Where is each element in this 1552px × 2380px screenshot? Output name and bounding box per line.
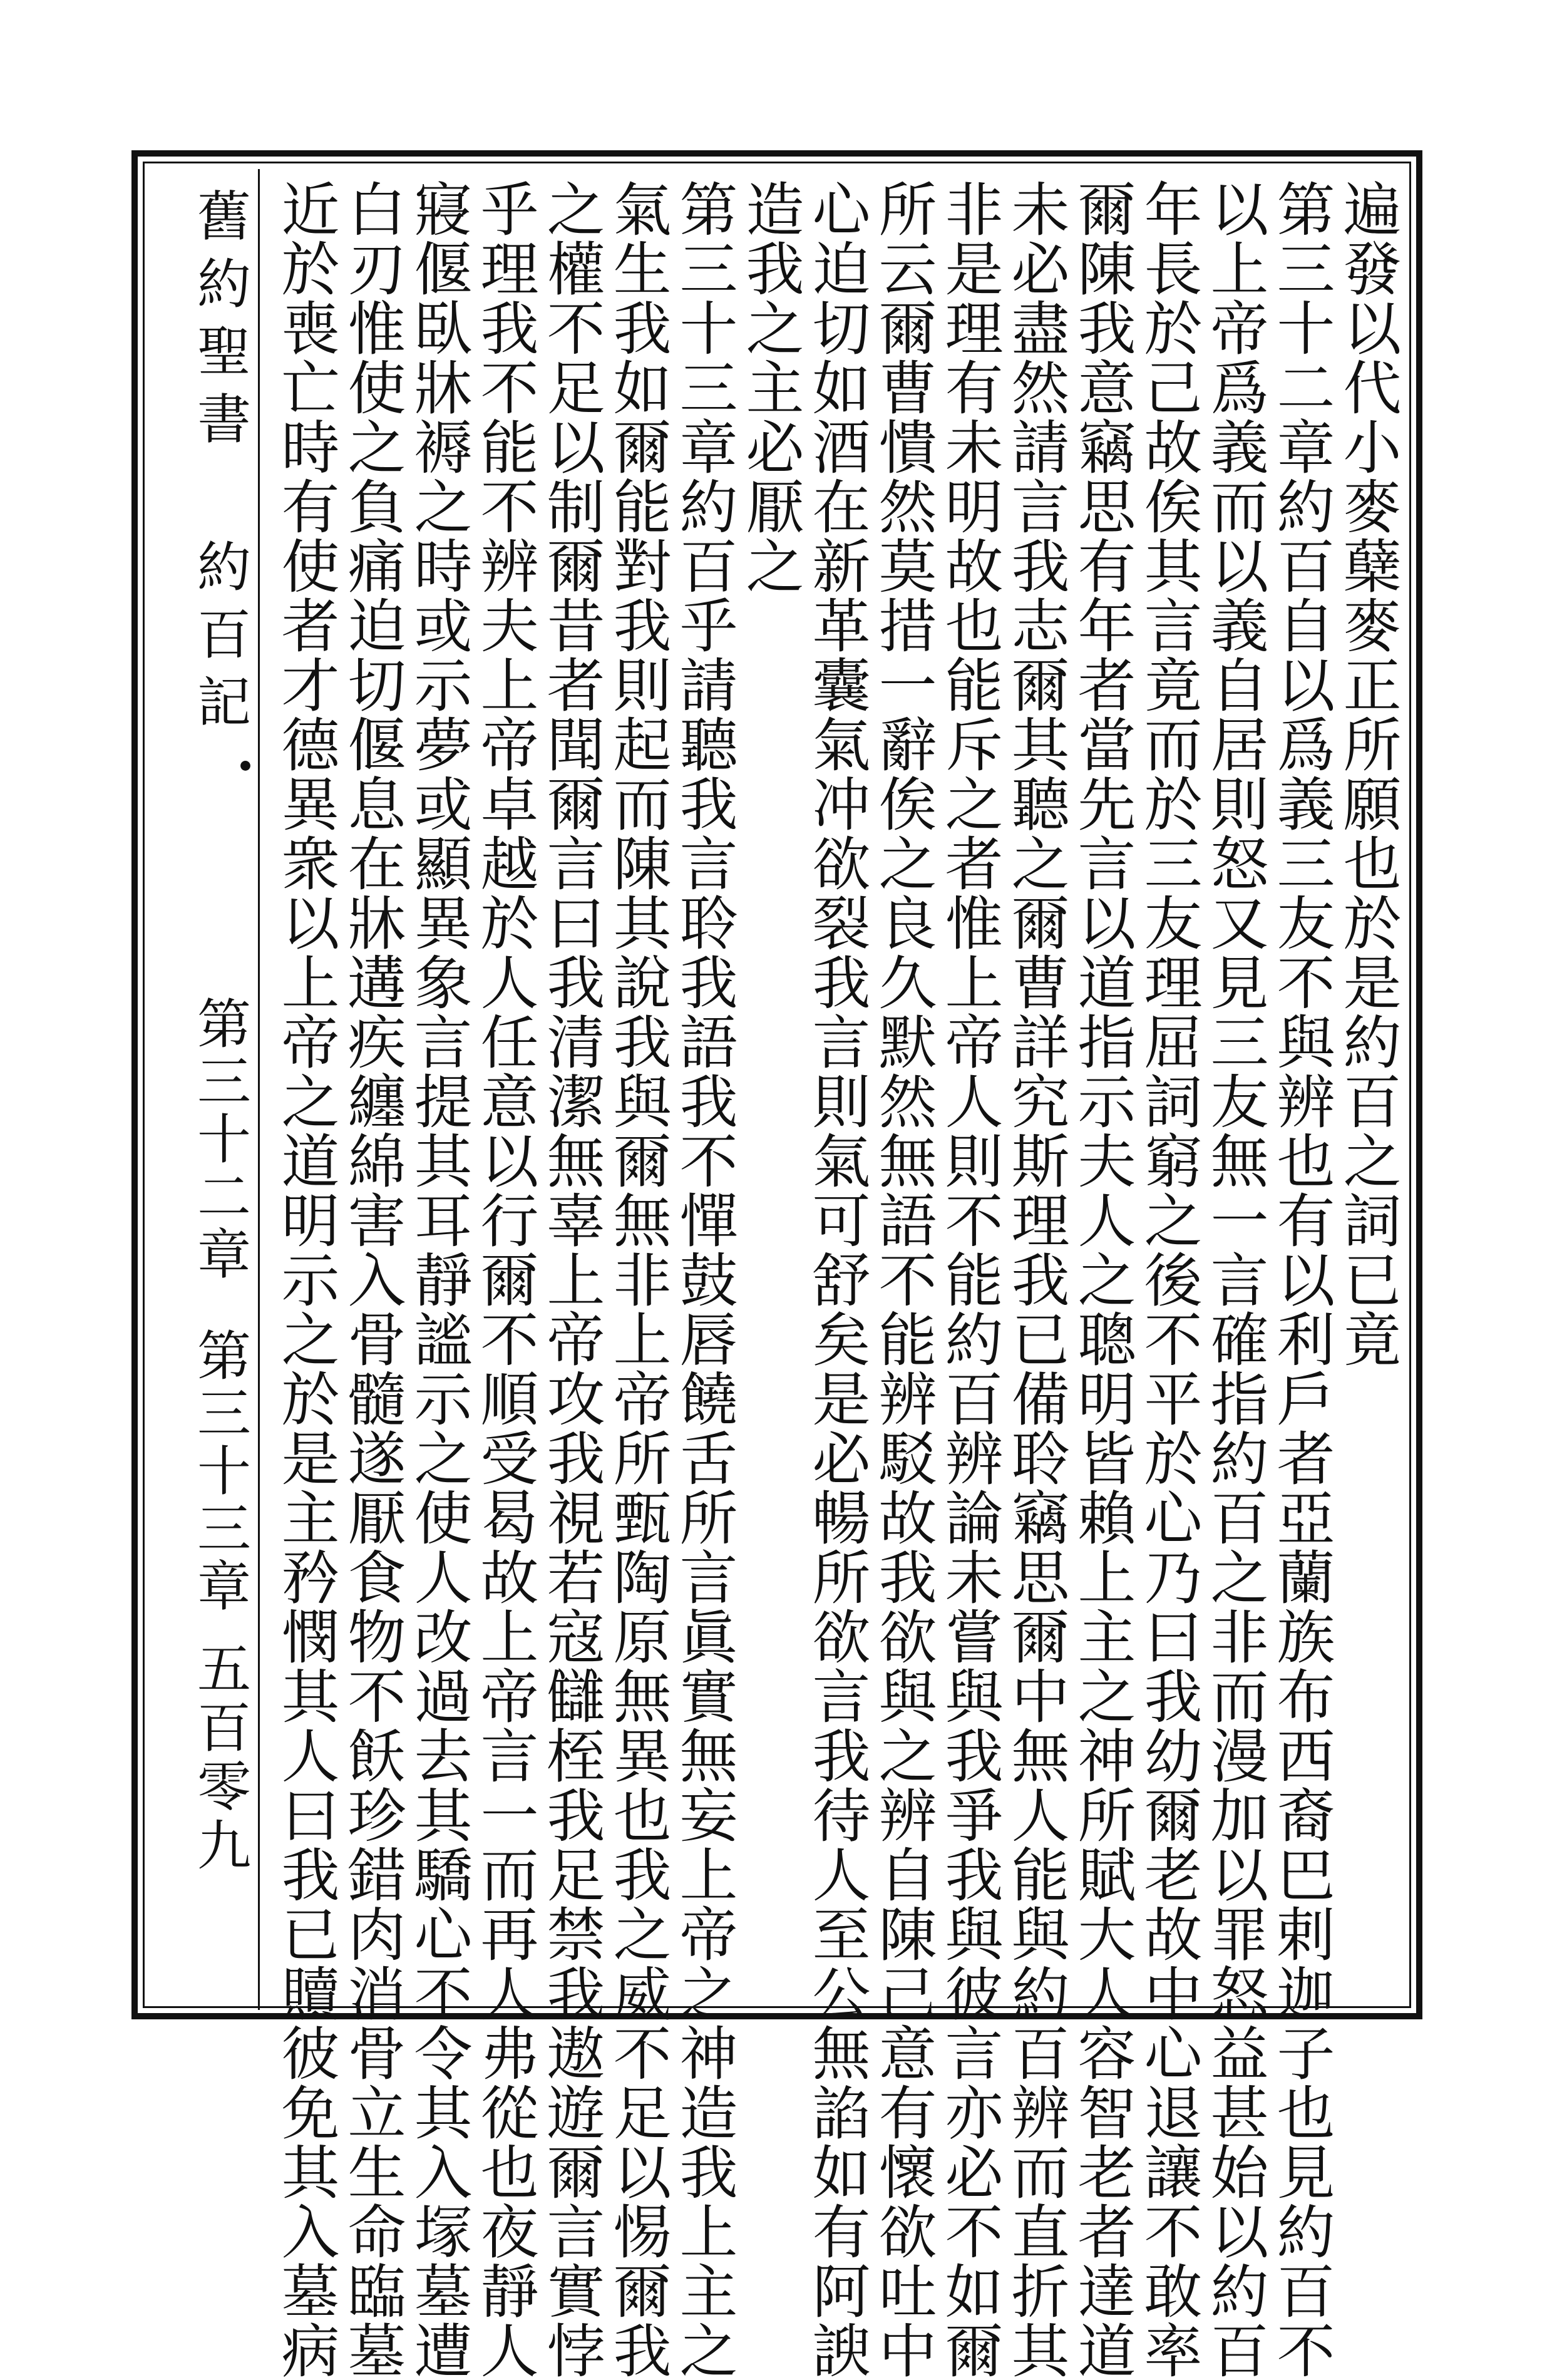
book-name: 約百記 [188, 538, 250, 741]
margin-separator: ・ [209, 739, 272, 793]
text-column: 造我之主必厭之 [736, 179, 804, 595]
text-column: 非是理有未明故也能斥之者惟上帝人則不能約百辨論未嘗與我爭我與彼言亦必不如爾 [935, 179, 1003, 2380]
text-column: 以上帝爲義而以義自居則怒又見三友無一言確指約百之非而漫加以罪怒益甚始以約百 [1201, 179, 1268, 2380]
text-column: 遍發以代小麥蘖麥正所願也於是約百之詞已竟 [1334, 179, 1401, 1369]
text-column: 心迫切如酒在新革囊氣冲欲裂我言則氣可舒矣是必暢所欲言我待人至公無諂如有阿諛 [803, 179, 870, 2380]
text-column: 未必盡然請言我志爾其聽之爾曹詳究斯理我已備聆竊思爾中無人能與約百辨而直折其 [1002, 179, 1069, 2380]
text-column: 白刃惟使之負痛迫切偃息在牀遘疾纏綿害入骨髓遂厭食物不飫珍錯肉消骨立生命臨墓 [338, 179, 406, 2380]
book-title: 舊約聖書 [188, 188, 250, 458]
body-text [272, 179, 1402, 2380]
page-number: 五百零九 [188, 1641, 250, 1876]
chapter-from: 第三十二章 [188, 996, 250, 1284]
text-column: 爾陳我意竊思有年者當先言以道指示夫人之聰明皆賴上主之神所賦大人容智老者達道 [1068, 179, 1136, 2380]
text-column: 所云爾曹憒然莫措一辭俟之良久默然無語不能辨駁故我欲與之辨自陳己意有懷欲吐中 [869, 179, 937, 2380]
text-column: 乎理我不能不辨夫上帝卓越於人任意以行爾不順受曷故上帝言一而再人弗從也夜靜人 [471, 179, 538, 2380]
text-column: 之權不足以制爾昔者聞爾言曰我清潔無辜上帝攻我視若寇讎桎我足禁我遨遊爾言實悖 [537, 179, 605, 2380]
text-column: 第三十二章約百自以爲義三友不與辨也有以利戶者亞蘭族布西裔巴剌迦子也見約百不 [1267, 179, 1335, 2380]
chapter-range [180, 996, 258, 1615]
text-column: 第三十三章約百乎請聽我言聆我語我不憚鼓唇饒舌所言眞實無妄上帝之神造我上主之 [670, 179, 737, 2380]
text-column: 近於喪亡時有使者才德異衆以上帝之道明示之於是主矜憫其人曰我已贖彼免其入墓病 [272, 179, 339, 2380]
text-column: 年長於己故俟其言竟而於三友理屈詞窮之後不平於心乃曰我幼爾老故中心退讓不敢率 [1134, 179, 1202, 2380]
text-column: 寢偃臥牀褥之時或示夢或顯異象言提其耳靜謐示之使人改過去其驕心不令其入塜墓遭 [404, 179, 472, 2380]
text-column: 氣生我如爾能對我則起而陳其說我與爾無非上帝所甄陶原無異也我之威不足以惕爾我 [604, 179, 671, 2380]
chapter-to: 第三十三章 [188, 1327, 250, 1615]
